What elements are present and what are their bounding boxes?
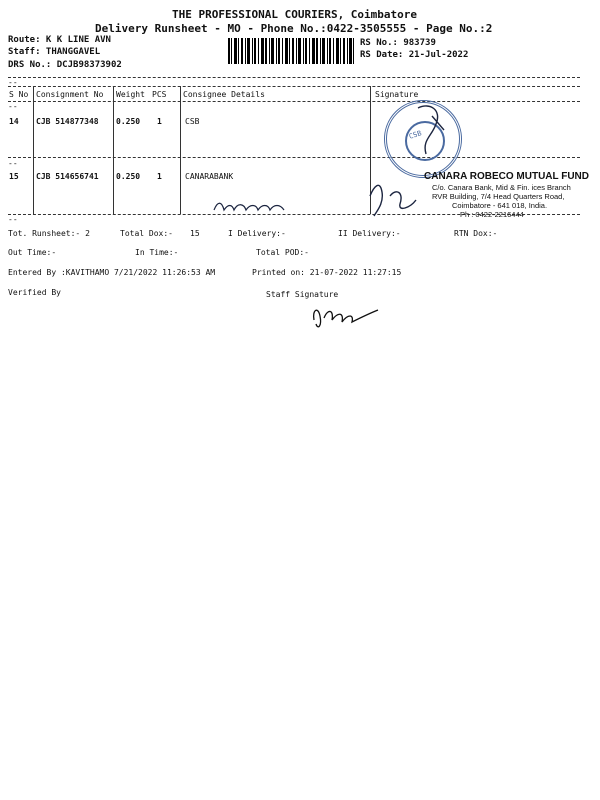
rule-top	[8, 77, 580, 78]
total-pod: Total POD:-	[256, 248, 309, 257]
col-header-pcs: PCS	[152, 90, 167, 99]
rs-date: RS Date: 21-Jul-2022	[360, 50, 469, 60]
col-header-signature: Signature	[375, 90, 419, 99]
staff-signature-icon	[308, 300, 382, 334]
verified-by: Verified By	[8, 288, 61, 297]
total-dox-value: 15	[190, 229, 200, 238]
row-pcs: 1	[157, 117, 162, 126]
row-pcs: 1	[157, 172, 162, 181]
staff-label: Staff: THANGGAVEL	[8, 47, 101, 57]
rule-header-top	[8, 86, 580, 87]
row-sno: 15	[9, 172, 19, 181]
seal-line: RVR Building, 7/4 Head Quarters Road,	[432, 192, 565, 201]
row-weight: 0.250	[116, 117, 141, 126]
route-label: Route: K K LINE AVN	[8, 35, 111, 45]
seal-line: Coimbatore - 641 018, India.	[452, 201, 548, 210]
col-header-weight: Weight	[116, 90, 145, 99]
dash-mark: --	[8, 215, 18, 224]
total-dox-label: Total Dox:-	[120, 229, 173, 238]
total-runsheet: Tot. Runsheet:- 2	[8, 229, 90, 238]
column-divider	[113, 86, 114, 214]
dash-mark: --	[8, 78, 18, 87]
column-divider	[33, 86, 34, 214]
staff-signature-label: Staff Signature	[266, 290, 339, 299]
document-subtitle: Delivery Runsheet - MO - Phone No.:0422-3505555 - Page No.:2	[95, 22, 493, 35]
dash-mark: --	[8, 102, 18, 111]
rule-row-separator	[8, 157, 580, 158]
rtn-dox: RTN Dox:-	[454, 229, 498, 238]
round-stamp-icon: CSB	[384, 100, 462, 178]
column-divider	[180, 86, 181, 214]
rule-header-bottom	[8, 101, 580, 102]
col-header-sno: S No	[9, 90, 29, 99]
ii-delivery: II Delivery:-	[338, 229, 401, 238]
drs-number: DRS No.: DCJB98373902	[8, 60, 122, 70]
row-weight: 0.250	[116, 172, 141, 181]
row-consignee: CANARABANK	[185, 172, 234, 181]
col-header-consignee: Consignee Details	[183, 90, 265, 99]
out-time: Out Time:-	[8, 248, 57, 257]
entered-by: Entered By :KAVITHAMO 7/21/2022 11:26:53 AM	[8, 268, 216, 277]
seal-line: Ph : 0422-2216444	[460, 210, 524, 219]
row-consignee: CSB	[185, 117, 200, 126]
row-sno: 14	[9, 117, 19, 126]
col-header-consignment: Consignment No	[36, 90, 104, 99]
barcode	[228, 38, 354, 64]
rs-number: RS No.: 983739	[360, 38, 436, 48]
document-title: THE PROFESSIONAL COURIERS, Coimbatore	[172, 8, 418, 21]
printed-on: Printed on: 21-07-2022 11:27:15	[252, 268, 402, 277]
dash-mark: --	[8, 159, 18, 168]
in-time: In Time:-	[135, 248, 179, 257]
i-delivery: I Delivery:-	[228, 229, 286, 238]
row-consignment: CJB 514656741	[36, 172, 99, 181]
seal-line: C/o. Canara Bank, Mid & Fin. ices Branch	[432, 183, 571, 192]
seal-company: CANARA ROBECO MUTUAL FUND	[424, 171, 589, 182]
row-consignment: CJB 514877348	[36, 117, 99, 126]
handwritten-receiver-icon	[212, 196, 292, 216]
